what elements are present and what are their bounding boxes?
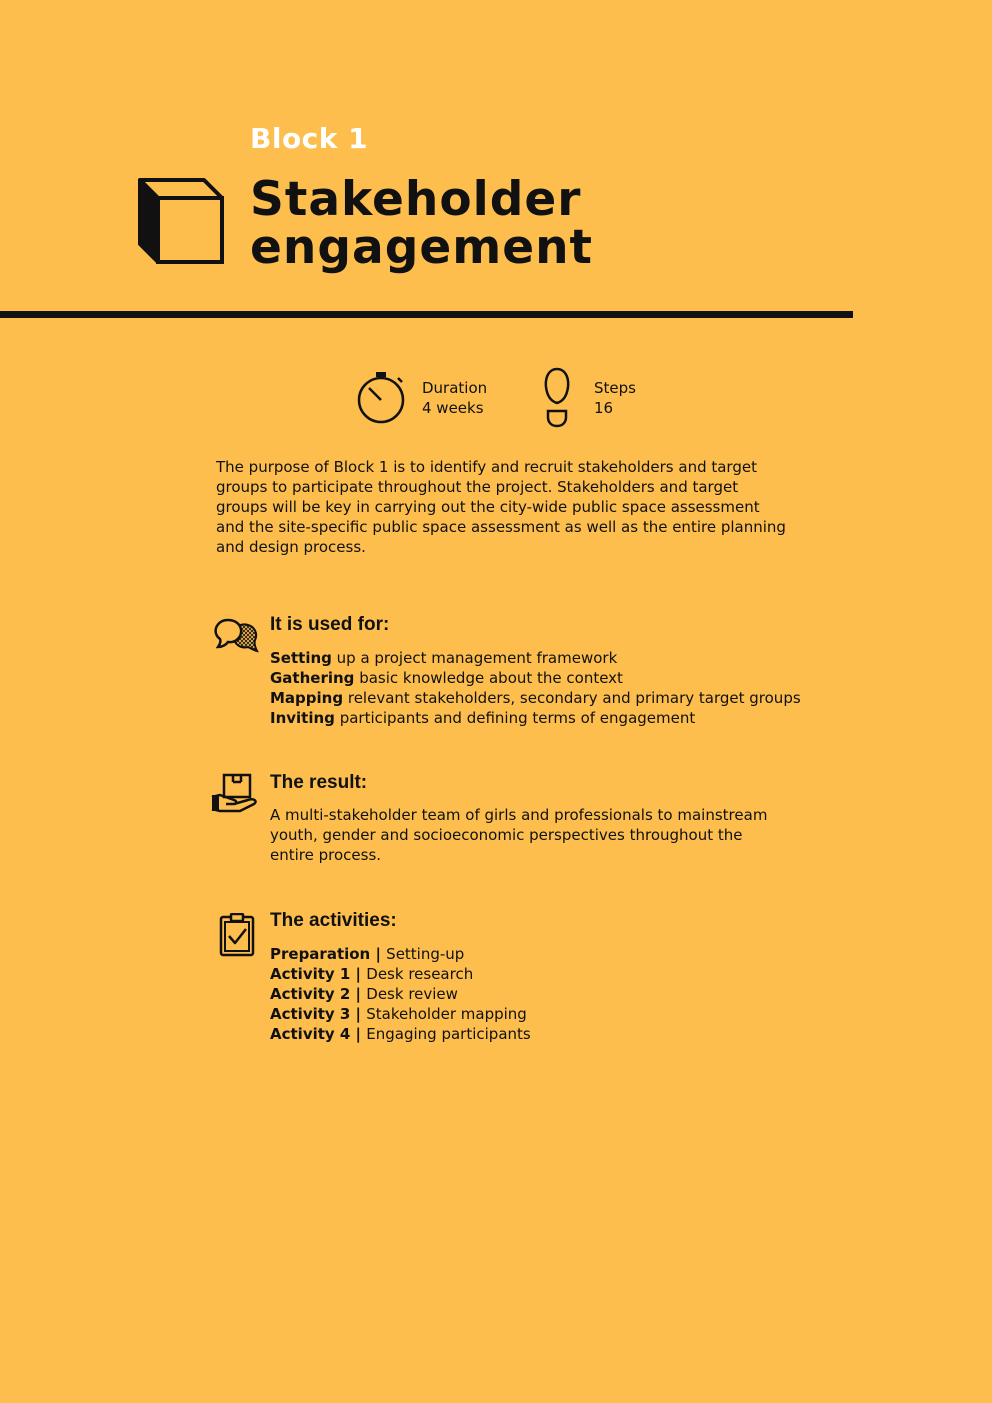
activities-heading: The activities: (270, 910, 397, 931)
list-item (270, 1004, 531, 1024)
list-item (270, 708, 801, 728)
list-item (270, 944, 531, 964)
list-item-bold: Preparation | (270, 945, 387, 963)
title-line-2: engagement (250, 220, 593, 275)
list-item-bold: Setting (270, 649, 332, 667)
list-item-bold: Activity 3 | (270, 1005, 367, 1023)
result-paragraph: A multi-stakeholder team of girls and professionals to mainstream youth, gender and socioeconomic perspectives throughout the entire process. (270, 806, 768, 864)
list-item-text: Stakeholder mapping (366, 1005, 527, 1023)
clipboard-check-icon (218, 913, 256, 957)
speech-bubbles-icon (214, 617, 260, 659)
list-item-bold: Inviting (270, 709, 335, 727)
list-item (270, 648, 801, 668)
list-item-text: up a project management framework (331, 649, 618, 667)
page-title (250, 172, 593, 275)
hand-with-box-icon (210, 773, 260, 815)
steps-stat (594, 378, 636, 418)
cube-icon (136, 176, 226, 266)
list-item (270, 668, 801, 688)
block-label: Block 1 (250, 122, 369, 155)
result-heading: The result: (270, 772, 368, 793)
list-item-text: Desk review (366, 985, 458, 1003)
title-line-1: Stakeholder (250, 172, 582, 227)
list-item-text: participants and defining terms of engagement (334, 709, 696, 727)
steps-label: Steps (594, 379, 636, 397)
list-item (270, 964, 531, 984)
intro-paragraph: The purpose of Block 1 is to identify and recruit stakeholders and target groups to participate throughout the project. Stakeholders and target groups will be key in carrying out the city-wide public space assessment and the site-specific public space assessment as well as the entire planning and design process. (216, 458, 786, 556)
list-item (270, 688, 801, 708)
activities-list (270, 944, 531, 1044)
list-item-bold: Gathering (270, 669, 355, 687)
list-item-text: Setting-up (386, 945, 465, 963)
header-divider (0, 311, 853, 318)
list-item-text: Desk research (366, 965, 474, 983)
list-item-bold: Activity 4 | (270, 1025, 367, 1043)
list-item (270, 984, 531, 1004)
steps-value: 16 (594, 399, 614, 417)
list-item-text: Engaging participants (366, 1025, 531, 1043)
list-item-bold: Activity 2 | (270, 985, 367, 1003)
used-for-list (270, 648, 801, 728)
list-item (270, 1024, 531, 1044)
duration-stat (422, 378, 487, 418)
duration-value: 4 weeks (422, 399, 484, 417)
list-item-text: relevant stakeholders, secondary and primary target groups (343, 689, 801, 707)
list-item-text: basic knowledge about the context (354, 669, 623, 687)
footprint-icon (540, 367, 574, 429)
list-item-bold: Activity 1 | (270, 965, 367, 983)
used-for-heading: It is used for: (270, 614, 390, 635)
duration-label: Duration (422, 379, 488, 397)
stopwatch-icon (356, 370, 408, 426)
list-item-bold: Mapping (270, 689, 344, 707)
